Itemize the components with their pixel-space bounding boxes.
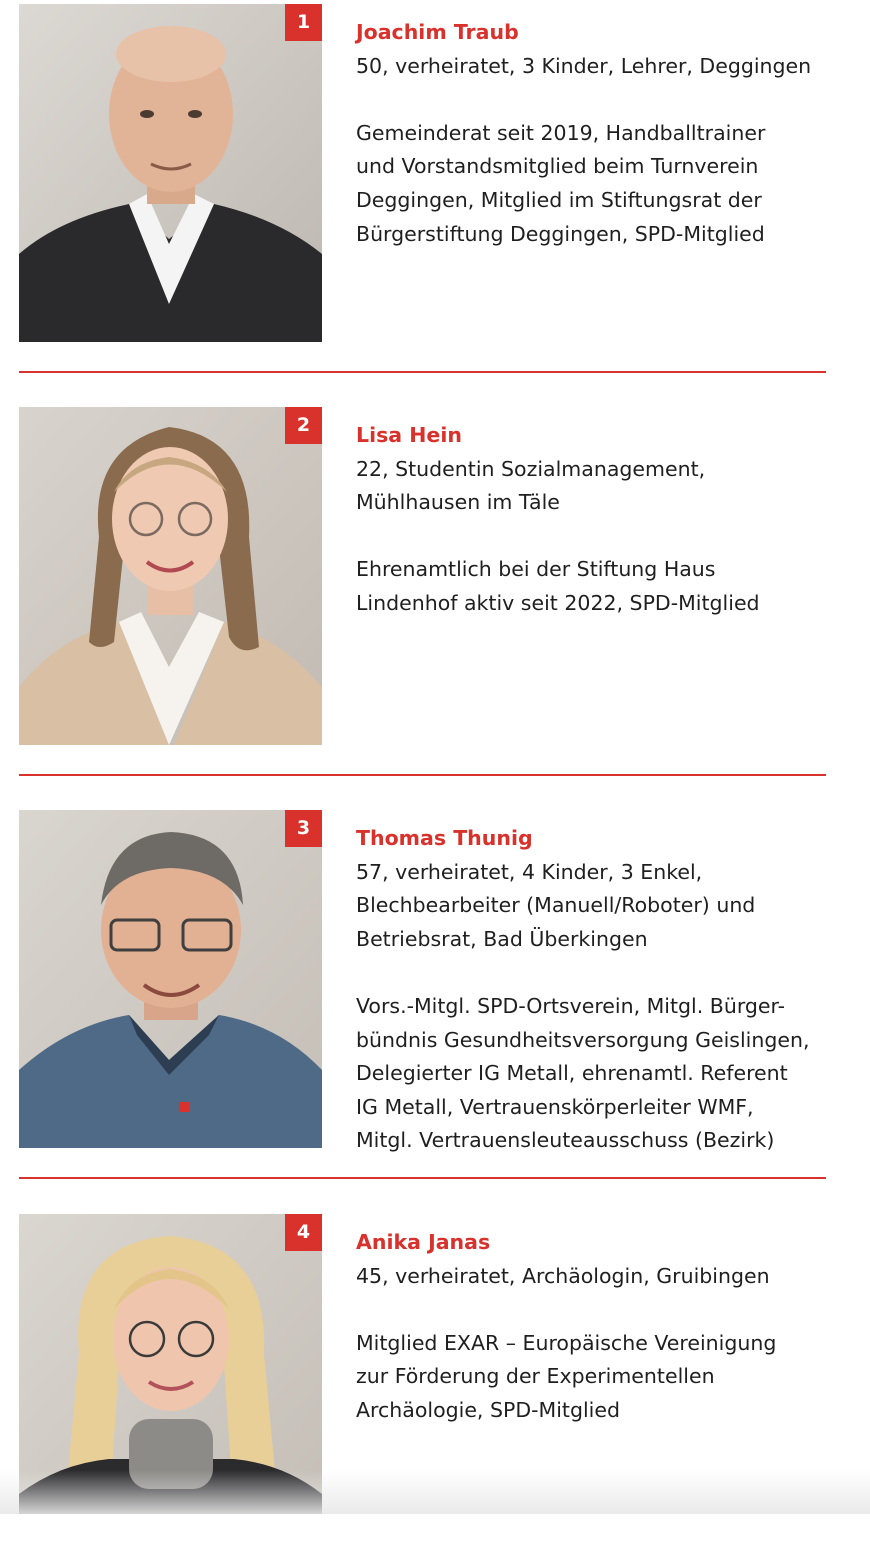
candidate-name: Anika Janas: [356, 1230, 491, 1254]
candidate-info: [356, 16, 856, 251]
candidate-details-line: Mühlhausen im Täle: [356, 490, 560, 515]
candidate-bio-line: bündnis Gesundheitsversorgung Geislingen,: [356, 1027, 810, 1052]
candidate-bio-line: Gemeinderat seit 2019, Handballtrainer: [356, 120, 766, 145]
candidate-photo: [19, 810, 322, 1148]
candidate-info: [356, 419, 856, 621]
candidate-bio-line: Vors.-Mitgl. SPD-Ortsverein, Mitgl. Bürger-: [356, 993, 786, 1018]
candidate-bio-line: und Vorstandsmitglied beim Turnverein: [356, 154, 759, 179]
portrait-image: [19, 4, 322, 342]
list-number-badge: 1: [285, 4, 322, 41]
list-number-badge: 3: [285, 810, 322, 847]
candidate-photo: [19, 407, 322, 745]
section-divider: [19, 774, 826, 776]
candidate-card-3: [0, 810, 870, 1153]
candidate-details-line: 50, verheiratet, 3 Kinder, Lehrer, Deggingen: [356, 53, 812, 78]
candidate-bio-line: Mitgl. Vertrauensleuteausschuss (Bezirk): [356, 1128, 775, 1153]
candidate-info: [356, 822, 856, 1158]
list-number-badge: 2: [285, 407, 322, 444]
candidate-card-1: [0, 4, 870, 342]
candidate-bio-line: IG Metall, Vertrauenskörperleiter WMF,: [356, 1094, 754, 1119]
portrait-image: [19, 1214, 322, 1514]
candidate-photo: [19, 4, 322, 342]
candidate-details-line: Blechbearbeiter (Manuell/Roboter) und: [356, 893, 756, 918]
portrait-image: [19, 810, 322, 1148]
candidate-details-line: 22, Studentin Sozialmanagement,: [356, 456, 706, 481]
portrait-image: [19, 407, 322, 745]
candidate-card-4: [0, 1214, 870, 1552]
candidate-card-2: [0, 407, 870, 745]
candidate-details-line: 45, verheiratet, Archäologin, Gruibingen: [356, 1263, 770, 1288]
candidate-name: Thomas Thunig: [356, 826, 533, 850]
candidate-info: [356, 1226, 856, 1428]
candidate-bio-line: Mitglied EXAR – Europäische Vereinigung: [356, 1330, 777, 1355]
candidate-bio-line: zur Förderung der Experimentellen: [356, 1364, 715, 1389]
section-divider: [19, 1177, 826, 1179]
candidate-details-line: 57, verheiratet, 4 Kinder, 3 Enkel,: [356, 859, 703, 884]
section-divider: [19, 371, 826, 373]
list-number-badge: 4: [285, 1214, 322, 1251]
candidate-name: Joachim Traub: [356, 20, 519, 44]
candidate-bio-line: Lindenhof aktiv seit 2022, SPD-Mitglied: [356, 590, 760, 615]
candidate-bio-line: Delegierter IG Metall, ehrenamtl. Referent: [356, 1061, 788, 1086]
candidate-details-line: Betriebsrat, Bad Überkingen: [356, 926, 648, 951]
candidate-bio-line: Deggingen, Mitglied im Stiftungsrat der: [356, 187, 762, 212]
candidate-bio-line: Ehrenamtlich bei der Stiftung Haus: [356, 557, 716, 582]
candidate-bio-line: Archäologie, SPD-Mitglied: [356, 1397, 620, 1422]
candidate-bio-line: Bürgerstiftung Deggingen, SPD-Mitglied: [356, 221, 765, 246]
candidate-photo: [19, 1214, 322, 1514]
candidate-name: Lisa Hein: [356, 423, 462, 447]
